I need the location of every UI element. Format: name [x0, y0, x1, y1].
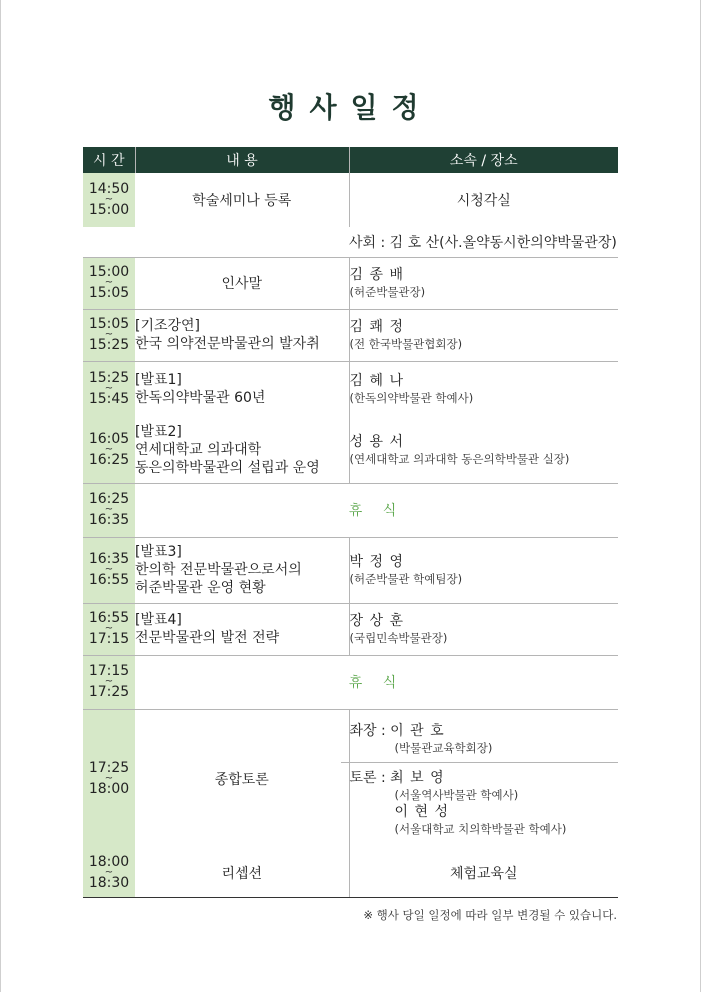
table-row: [83, 537, 618, 603]
time-cell: 18:00 ~ 18:30: [83, 849, 135, 897]
time-cell: 16:35 ~ 16:55: [83, 537, 135, 603]
session-title-line1: 한의학 전문박물관으로서의: [135, 562, 302, 578]
header-content: 내 용: [135, 147, 349, 173]
speaker-name: 성 용 서: [349, 433, 404, 450]
content-cell: [135, 309, 349, 361]
session-title: 한국 의약전문박물관의 발자취: [135, 336, 320, 352]
place-cell: [349, 417, 618, 483]
time-cell: 16:05 ~ 16:25: [83, 417, 135, 483]
content-cell: 학술세미나 등록: [192, 193, 292, 209]
time-cell: 16:25 ~ 16:35: [83, 483, 135, 537]
content-cell: 인사말: [135, 257, 349, 309]
speaker-name: 김 혜 나: [349, 373, 404, 390]
session-title: 한독의약박물관 60년: [135, 390, 266, 407]
table-row: [83, 417, 618, 483]
session-title: 전문박물관의 발전 전략: [135, 630, 280, 646]
panel2-affiliation: (서울대학교 치의학박물관 학예사): [394, 821, 567, 836]
table-row: [83, 603, 618, 655]
time-cell: 14:50 ~ 15:00: [83, 173, 135, 227]
time-cell: 15:00 ~ 15:05: [83, 257, 135, 309]
session-title-line2: 동은의학박물관의 설립과 운영: [135, 459, 320, 476]
table-row: [83, 361, 618, 417]
table-header: [83, 147, 618, 173]
host-cell: 사회 : 김 호 산(사.올약동시한의약박물관장): [349, 227, 618, 257]
place-cell: [349, 257, 618, 309]
table-row: [83, 709, 618, 849]
place-cell: [349, 537, 618, 603]
content-cell: [135, 537, 349, 603]
content-cell: [135, 361, 349, 417]
speaker-affiliation: (허준박물관 학예팀장): [349, 572, 463, 586]
speaker-affiliation: (연세대학교 의과대학 동은의학박물관 실장): [349, 451, 570, 466]
panel2-name: 이 현 성: [394, 803, 449, 820]
time-cell: 17:25 ~ 18:00: [83, 709, 135, 849]
place-cell: [349, 309, 618, 361]
chair-line: 좌장 : 이 관 호: [349, 722, 445, 739]
footnote: ※ 행사 당일 일정에 따라 일부 변경될 수 있습니다.: [363, 908, 617, 922]
content-cell: [135, 603, 349, 655]
time-cell: 15:25 ~ 15:45: [83, 361, 135, 417]
time-cell: 17:15 ~ 17:25: [83, 655, 135, 709]
header-place: 소속 / 장소: [349, 147, 618, 173]
table-row: [83, 483, 618, 537]
speaker-affiliation: (국립민속박물관장): [349, 631, 448, 645]
table-row: [83, 257, 618, 309]
break-cell: 휴 식: [135, 655, 618, 709]
place-cell: [349, 361, 618, 417]
session-title-line1: 연세대학교 의과대학: [135, 441, 262, 458]
chair-affiliation: (박물관교육학회장): [394, 740, 493, 755]
session-tag: [발표3]: [135, 544, 182, 560]
time-cell: 16:55 ~ 17:15: [83, 603, 135, 655]
header-time: 시 간: [83, 147, 135, 173]
speaker-name: 김 종 배: [349, 267, 404, 283]
table-row: [83, 309, 618, 361]
panel1-affiliation: (서울역사박물관 학예사): [394, 787, 519, 802]
page-title: 행사일정: [268, 91, 433, 124]
table-row: [83, 849, 618, 897]
speaker-name: 장 상 훈: [349, 613, 404, 629]
place-cell: 시청각실: [349, 173, 618, 227]
session-tag: [기조강연]: [135, 318, 201, 334]
schedule-table: [83, 147, 618, 898]
content-cell: [135, 417, 349, 483]
session-tag: [발표1]: [135, 372, 182, 389]
content-cell: 종합토론: [214, 772, 269, 789]
table-row: [83, 227, 618, 257]
place-cell: 체험교육실: [349, 849, 618, 897]
table-row: [83, 655, 618, 709]
content-cell: 리셉션: [135, 849, 349, 897]
speaker-name: 박 정 영: [349, 554, 404, 570]
place-cell: [349, 603, 618, 655]
session-tag: [발표4]: [135, 612, 182, 628]
speaker-affiliation: (허준박물관장): [349, 285, 426, 299]
session-title-line2: 허준박물관 운영 현황: [135, 580, 266, 596]
table-row: [83, 173, 618, 227]
break-cell: 휴 식: [135, 483, 618, 537]
time-cell: 15:05 ~ 15:25: [83, 309, 135, 361]
discussion-cell: [349, 709, 618, 849]
speaker-name: 김 쾌 정: [349, 319, 404, 335]
speaker-affiliation: (한독의약박물관 학예사): [349, 391, 474, 406]
speaker-affiliation: (전 한국박물관협회장): [349, 337, 463, 351]
session-tag: [발표2]: [135, 423, 182, 440]
panel-line: 토론 : 최 보 영: [349, 769, 445, 786]
